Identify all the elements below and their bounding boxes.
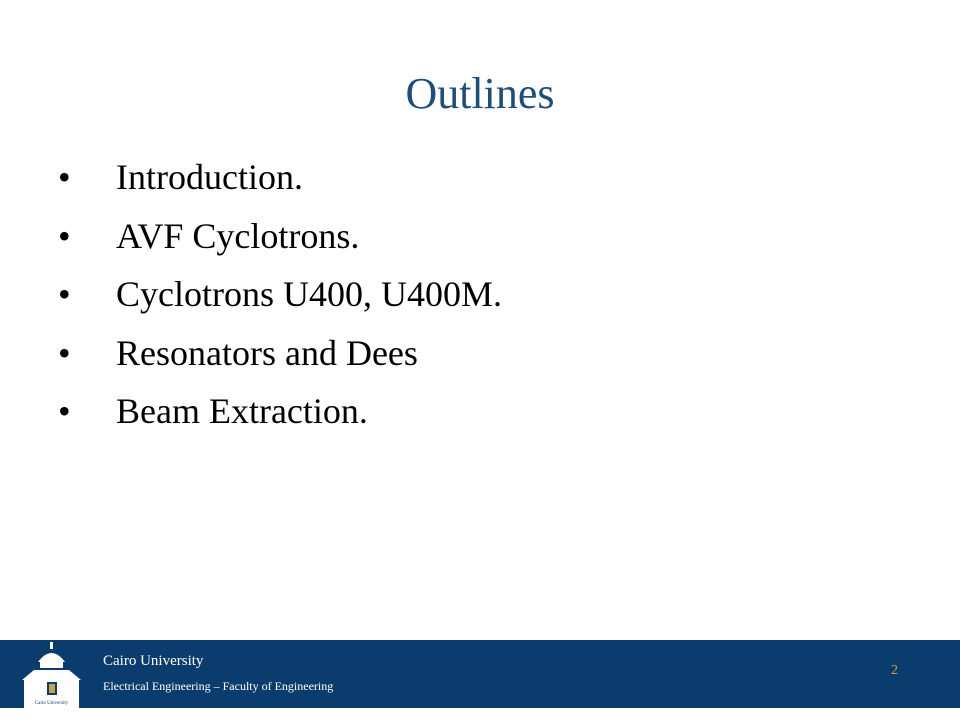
bullet-item — [0, 324, 900, 383]
logo-caption-text: Cairo University — [34, 701, 69, 706]
department-name: Electrical Engineering – Faculty of Engineering — [103, 679, 334, 693]
footer-bar — [0, 640, 960, 708]
bullet-item — [0, 265, 900, 324]
bullet-text: Cyclotrons U400, U400M. — [116, 274, 502, 314]
bullet-list — [0, 148, 900, 441]
bullet-item — [0, 382, 900, 441]
bullet-icon: • — [58, 391, 71, 431]
bullet-text: Introduction. — [116, 157, 303, 197]
page-number: 2 — [891, 663, 898, 678]
cairo-university-logo — [14, 640, 90, 708]
bullet-icon: • — [58, 215, 71, 256]
bullet-item — [0, 207, 900, 266]
bullet-text: Resonators and Dees — [116, 332, 418, 373]
footer-bottom-strip — [0, 708, 960, 720]
university-name: Cairo University — [103, 653, 204, 669]
bullet-icon: • — [58, 332, 71, 373]
bullet-icon: • — [58, 157, 71, 197]
bullet-icon: • — [58, 274, 71, 314]
bullet-text: Beam Extraction. — [116, 391, 368, 431]
slide-title: Outlines — [405, 69, 555, 118]
bullet-text: AVF Cyclotrons. — [116, 215, 360, 256]
bullet-item — [0, 148, 900, 207]
